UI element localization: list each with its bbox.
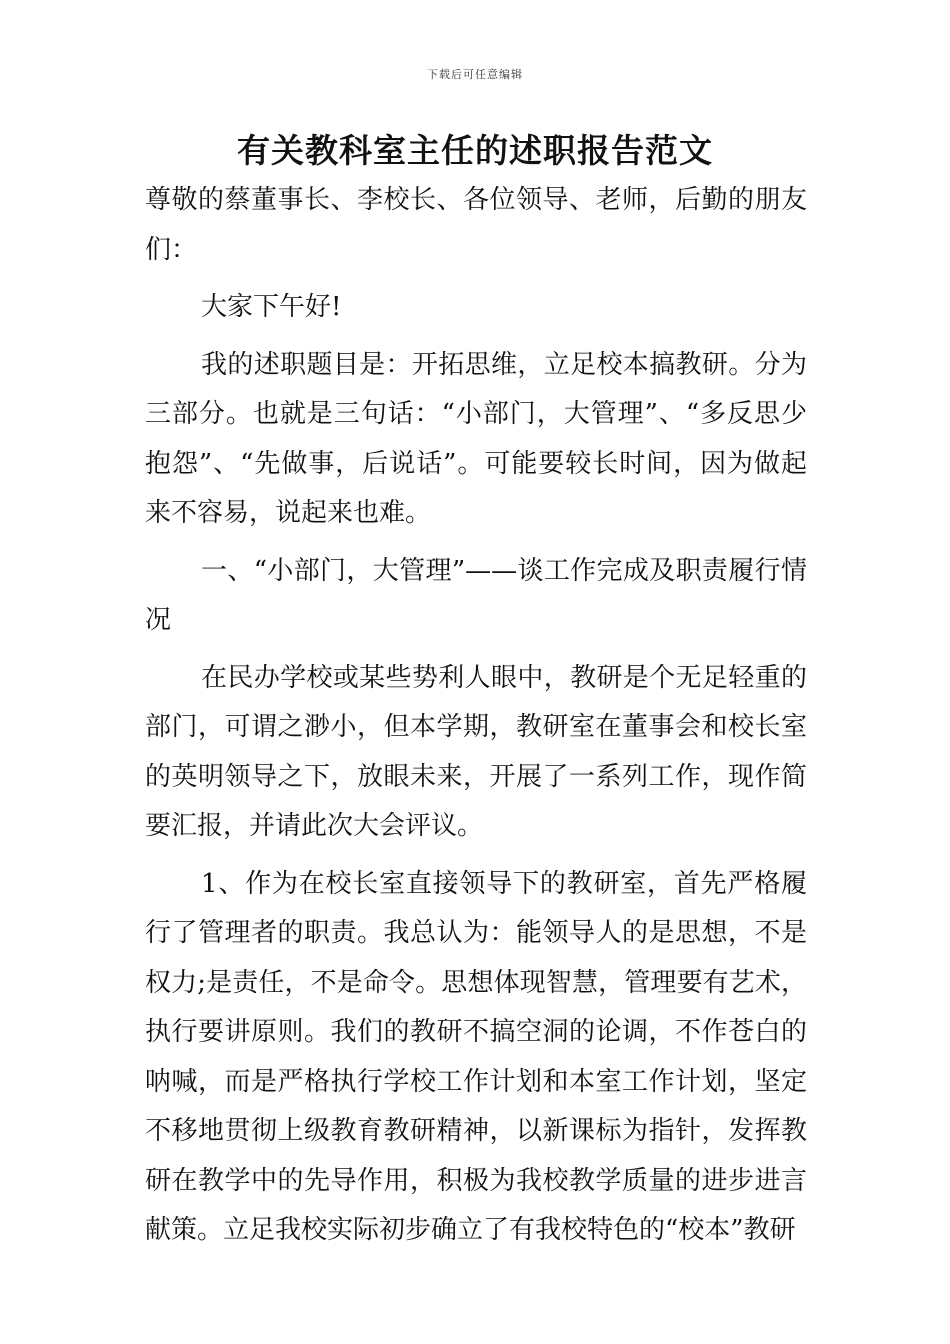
document-title: 有关教科室主任的述职报告范文 — [237, 131, 713, 170]
body-paragraph: 在民办学校或某些势利人眼中，教研是个无足轻重的部门，可谓之渺小，但本学期，教研室在董事会和校长室的英明领导之下，放眼未来，开展了一系列工作，现作简要汇报，并请此次大会评议。 — [145, 662, 807, 841]
greeting-paragraph: 大家下午好! — [201, 292, 342, 322]
intro-paragraph: 我的述职题目是：开拓思维，立足校本搞教研。分为三部分。也就是三句话：“小部门，大管理”、“多反思少抱怨”、“先做事，后说话”。可能要较长时间，因为做起来不容易，说起来也难。 — [145, 349, 807, 528]
body-paragraph: 1、作为在校长室直接领导下的教研室，首先严格履行了管理者的职责。我总认为：能领导人的是思想，不是权力;是责任，不是命令。思想体现智慧，管理要有艺术，执行要讲原则。我们的教研不搞空洞的论调，不作苍白的呐喊，而是严格执行学校工作计划和本室工作计划，坚定不移地贯彻上级教育教研精神，以新课标为指针，发挥教研在教学中的先导作用，积极为我校教学质量的进步进言献策。立足我校实际初步确立了有我校特色的“校本”教研 — [145, 868, 807, 1245]
salutation-paragraph: 尊敬的蔡董事长、李校长、各位领导、老师，后勤的朋友们： — [145, 185, 807, 265]
section-heading-paragraph: 一、“小部门，大管理”——谈工作完成及职责履行情况 — [145, 555, 807, 635]
document-body — [145, 176, 807, 1256]
header-note: 下载后可任意编辑 — [427, 68, 523, 81]
